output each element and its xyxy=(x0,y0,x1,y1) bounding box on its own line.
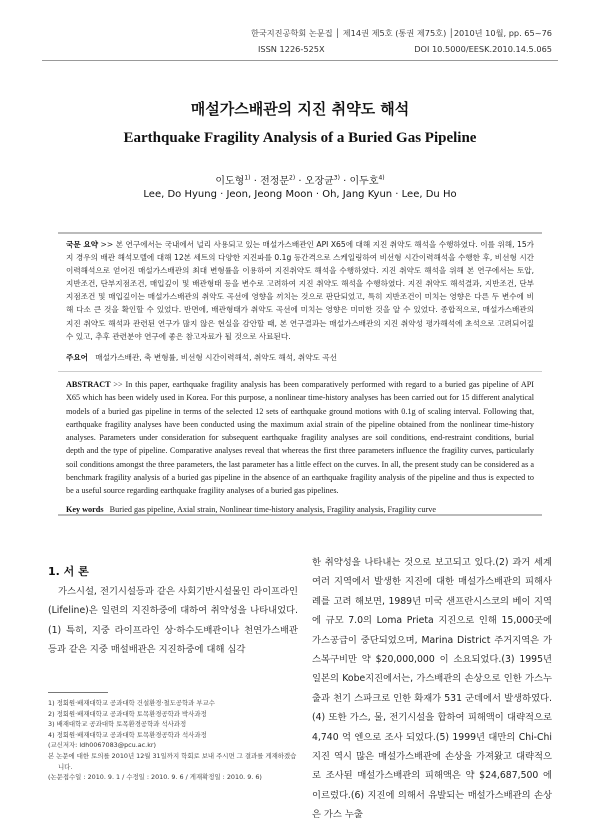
footnotes xyxy=(48,698,298,783)
author-name: 이도형 xyxy=(215,176,245,187)
keywords-korean-text: 매설가스배관, 축 변형률, 비선형 시간이력해석, 취약도 해석, 취약도 곡선 xyxy=(95,353,337,362)
authors-korean xyxy=(0,172,600,187)
footnote: 4) 정회원·배재대학교 공과대학 토목환경공학과 석사과정 xyxy=(48,730,207,739)
abstract-english-text: In this paper, earthquake fragility analysis has been comparatively performed with regard to a buried gas pipeline of API X65 which has been widely used in Korea. For this purpose, a nonlinear time-history analyses has been carried out for 15 different analytical models of a buried gas pipeline in terms of the selected 12 sets of earthquake ground motions with 0.1g of scaling interval. Following that, earthquake fragility analyses have been conducted using the maximum axial strain of the pipeline obtained from the nonlinear time-history analyses. Parameters under consideration for subsequent earthquake fragility analyses are soil conditions, end-restraint conditions, burial depth and the type of pipeline. Comparative analyses reveal that whereas the first three parameters influence the fragility curves, particularly soil conditions amongst the three parameters, the last parameter has a little effect on the curves. In all, the present study can be considered as a benchmark fragility analysis of a buried gas pipeline in the absence of an earthquake fragility analysis of the pipeline and thus is expected to be a useful source regarding earthquake fragility analyses of a buried gas pipelines. xyxy=(66,380,535,496)
abstract-korean xyxy=(66,238,534,343)
abstract-separator xyxy=(58,371,542,372)
footnote-rule xyxy=(48,692,108,693)
footnote: 1) 정회원·배재대학교 공과대학 건설환경·철도공학과 부교수 xyxy=(48,699,215,707)
authors-english: Lee, Do Hyung · Jeon, Jeong Moon · Oh, Jang Kyun · Lee, Du Ho xyxy=(143,189,457,200)
keywords-english-label: Key words xyxy=(66,505,104,514)
abstract-english-marker: >> xyxy=(113,380,123,389)
author-mark: 4) xyxy=(378,174,385,182)
abstract-korean-marker: >> xyxy=(100,240,114,249)
section-heading: 1. 서 론 xyxy=(48,565,89,578)
keywords-english xyxy=(66,503,534,516)
doi: DOI 10.5000/EESK.2010.14.5.065 xyxy=(414,44,552,54)
abstract-english-label: ABSTRACT xyxy=(66,380,111,389)
body-left-column: 가스시설, 전기시설등과 같은 사회기반시설물인 라이프라인(Lifeline)은 일련의 지진하중에 대하여 취약성을 나타내었다.(1) 특히, 지중 라이프라인 상·하수도배관이나 천연가스배관 등과 같은 지중 매설배관은 지진하중에 대해 심각 xyxy=(48,586,298,656)
author-separator: · xyxy=(253,176,257,187)
header-rule xyxy=(42,60,558,61)
author-name: 이두호 xyxy=(349,176,379,187)
author-name: 전정문 xyxy=(260,176,290,187)
author-mark: 2) xyxy=(289,174,296,182)
abstract-english xyxy=(66,378,534,498)
author-separator: · xyxy=(298,176,302,187)
footnote: 2) 정회원·배재대학교 공과대학 토목환경공학과 박사과정 xyxy=(48,709,207,718)
keywords-korean-label: 주요어 xyxy=(66,353,89,362)
footnote: 3) 배재대학교 공과대학 토목환경공학과 석사과정 xyxy=(48,720,187,729)
author-mark: 3) xyxy=(333,174,340,182)
author-name: 오장균 xyxy=(304,176,334,187)
footnote: 본 논문에 대한 토의를 2010년 12월 31일까지 학회로 보내 주시면 그 결과를 게재하겠습니다. xyxy=(48,751,297,771)
journal-header: 한국지진공학회 논문집 │ 제14권 제5호 (통권 제75호) │2010년 10월, pp. 65~76 xyxy=(250,28,552,38)
footnote: (논문접수일 : 2010. 9. 1 / 수정일 : 2010. 9. 6 / 게재확정일 : 2010. 9. 6) xyxy=(48,773,262,782)
keywords-korean xyxy=(66,351,534,364)
abstract-korean-label: 국문 요약 xyxy=(66,240,99,249)
author-separator: · xyxy=(343,176,347,187)
title-korean: 매설가스배관의 지진 취약도 해석 xyxy=(190,100,410,118)
keywords-english-text: Buried gas pipeline, Axial strain, Nonlinear time-history analysis, Fragility analysis, Fragility curve xyxy=(109,505,436,514)
body-right-column: 한 취약성을 나타내는 것으로 보고되고 있다.(2) 과거 세계 여러 지역에서 발생한 지진에 대한 매설가스배관의 피해사례를 고려 해보면, 1989년 미국 샌프란시스코의 베이 지역에 규모 7.0의 Loma Prieta 지진으로 인해 15,000곳에 가스공급이 중단되었으며, Marina District 주거지역은 가스복구비만 약 $20,000,000 이 소요되었다.(3) 1995년 일본의 Kobe지진에서는, 가스배관의 손상으로 인한 가스누출과 천기 스파크로 인한 화재가 531 군데에서 발생하였다.(4) 또한 가스, 물, 전기시설을 합하여 피해액이 대략적으로 4,740 억 엔으로 조사 되었다.(5) 1999년 대만의 Chi-Chi 지진 역시 많은 매설가스배관에 손상을 가져왔고 대략적으로 조사된 매설가스배관의 피해액은 약 $24,687,500 에 이르렀다.(6) 지진에 의해서 유발되는 매설가스배관의 손상은 가스 누출 xyxy=(312,557,552,821)
author-mark: 1) xyxy=(244,174,251,182)
abstract-korean-text: 본 연구에서는 국내에서 널리 사용되고 있는 매설가스배관인 API X65에 대해 지진 취약도 해석을 수행하였다. 이를 위해, 15가지 경우의 배관 해석모델에 대해 12본 세트의 다양한 지진파를 0.1g 등간격으로 스케일링하여 비선형 시간이력해석을 수행한 후, 비선형 시간이력해석으로 얻어진 매설가스배관의 최대 변형률을 이용하여 지진취약도 해석을 수행하였다. 지진 취약도 해석을 위해 본 연구에서는 토압, 지반조건, 단부지점조건, 매입깊이 및 배관형태 등을 변수로 고려하여 지진 취약도 해석을 수행하였다. 지진 취약도 해석결과, 지반조건, 단부지점조건 및 매입깊이는 매설가스배관의 취약도 곡선에 영향을 끼치는 것으로 판단되었고, 특히 지반조건이 미치는 영향은 다른 두 변수에 비해 다소 큰 것을 확인할 수 있었다. 반면에, 배관형태가 취약도 곡선에 미치는 영향은 미미한 것을 알 수 있었다. 종합적으로, 매설가스배관의 지진 취약도 해석과 관련된 연구가 많지 않은 현실을 감안할 때, 본 연구결과는 매설가스배관의 지진 취약성 평가해석에 초석으로 고려되어질 수 있고, 추후 관련분야 연구에 좋은 참고자료가 될 것으로 사료된다. xyxy=(66,240,534,341)
footnote: (교신저자: ldh0067083@pcu.ac.kr) xyxy=(48,741,157,750)
issn: ISSN 1226-525X xyxy=(258,44,325,54)
title-english: Earthquake Fragility Analysis of a Buried Gas Pipeline xyxy=(123,130,477,146)
